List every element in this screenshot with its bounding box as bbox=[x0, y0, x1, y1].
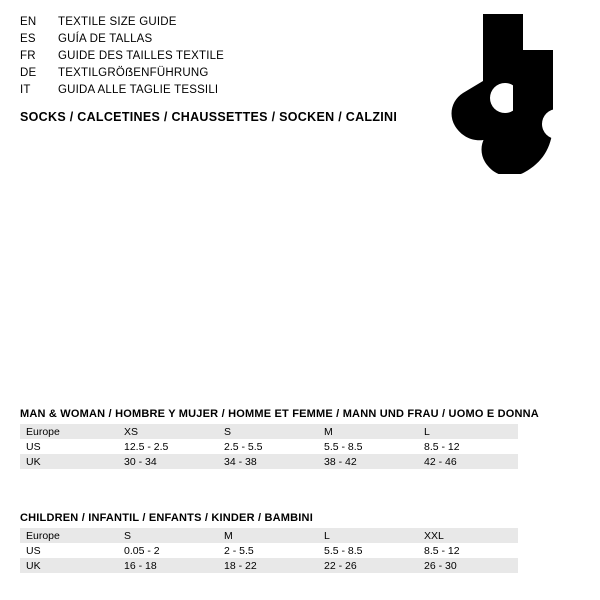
language-code: EN bbox=[20, 16, 37, 28]
table-row bbox=[20, 528, 518, 543]
cell-value: 30 - 34 bbox=[118, 454, 218, 469]
row-label: Europe bbox=[20, 424, 118, 439]
table-row bbox=[20, 454, 518, 469]
row-label: US bbox=[20, 543, 118, 558]
language-code: FR bbox=[20, 50, 36, 62]
language-row bbox=[20, 50, 380, 67]
table-row bbox=[20, 424, 518, 439]
children-size-section bbox=[20, 512, 580, 573]
cell-value: L bbox=[318, 528, 418, 543]
language-row bbox=[20, 33, 380, 50]
table-row bbox=[20, 543, 518, 558]
language-code: ES bbox=[20, 33, 36, 45]
cell-value: 5.5 - 8.5 bbox=[318, 543, 418, 558]
language-text: GUÍA DE TALLAS bbox=[58, 33, 153, 45]
cell-value: XXL bbox=[418, 528, 518, 543]
product-title: SOCKS / CALCETINES / CHAUSSETTES / SOCKEN / CALZINI bbox=[20, 110, 398, 124]
row-label: UK bbox=[20, 558, 118, 573]
cell-value: 26 - 30 bbox=[418, 558, 518, 573]
cell-value: 2 - 5.5 bbox=[218, 543, 318, 558]
cell-value: 5.5 - 8.5 bbox=[318, 439, 418, 454]
adult-size-table bbox=[20, 424, 518, 469]
language-list bbox=[20, 16, 380, 101]
language-text: TEXTILE SIZE GUIDE bbox=[58, 16, 177, 28]
cell-value: 34 - 38 bbox=[218, 454, 318, 469]
adult-size-section bbox=[20, 408, 580, 469]
children-size-table bbox=[20, 528, 518, 573]
cell-value: M bbox=[318, 424, 418, 439]
language-code: IT bbox=[20, 84, 31, 96]
cell-value: M bbox=[218, 528, 318, 543]
cell-value: S bbox=[218, 424, 318, 439]
language-code: DE bbox=[20, 67, 37, 79]
cell-value: L bbox=[418, 424, 518, 439]
cell-value: 8.5 - 12 bbox=[418, 543, 518, 558]
table-row bbox=[20, 558, 518, 573]
cell-value: 8.5 - 12 bbox=[418, 439, 518, 454]
cell-value: 12.5 - 2.5 bbox=[118, 439, 218, 454]
language-text: TEXTILGRÖẞENFÜHRUNG bbox=[58, 67, 209, 79]
cell-value: 16 - 18 bbox=[118, 558, 218, 573]
language-text: GUIDE DES TAILLES TEXTILE bbox=[58, 50, 225, 62]
adult-table-title: MAN & WOMAN / HOMBRE Y MUJER / HOMME ET FEMME / MANN UND FRAU / UOMO E DONNA bbox=[20, 408, 539, 420]
cell-value: XS bbox=[118, 424, 218, 439]
cell-value: 2.5 - 5.5 bbox=[218, 439, 318, 454]
row-label: US bbox=[20, 439, 118, 454]
cell-value: S bbox=[118, 528, 218, 543]
language-row bbox=[20, 16, 380, 33]
children-table-title: CHILDREN / INFANTIL / ENFANTS / KINDER / BAMBINI bbox=[20, 512, 313, 524]
socks-illustration bbox=[405, 14, 570, 174]
language-text: GUIDA ALLE TAGLIE TESSILI bbox=[58, 84, 219, 96]
cell-value: 42 - 46 bbox=[418, 454, 518, 469]
language-row bbox=[20, 84, 380, 101]
cell-value: 22 - 26 bbox=[318, 558, 418, 573]
cell-value: 0.05 - 2 bbox=[118, 543, 218, 558]
language-row bbox=[20, 67, 380, 84]
cell-value: 18 - 22 bbox=[218, 558, 318, 573]
row-label: Europe bbox=[20, 528, 118, 543]
cell-value: 38 - 42 bbox=[318, 454, 418, 469]
table-row bbox=[20, 439, 518, 454]
row-label: UK bbox=[20, 454, 118, 469]
